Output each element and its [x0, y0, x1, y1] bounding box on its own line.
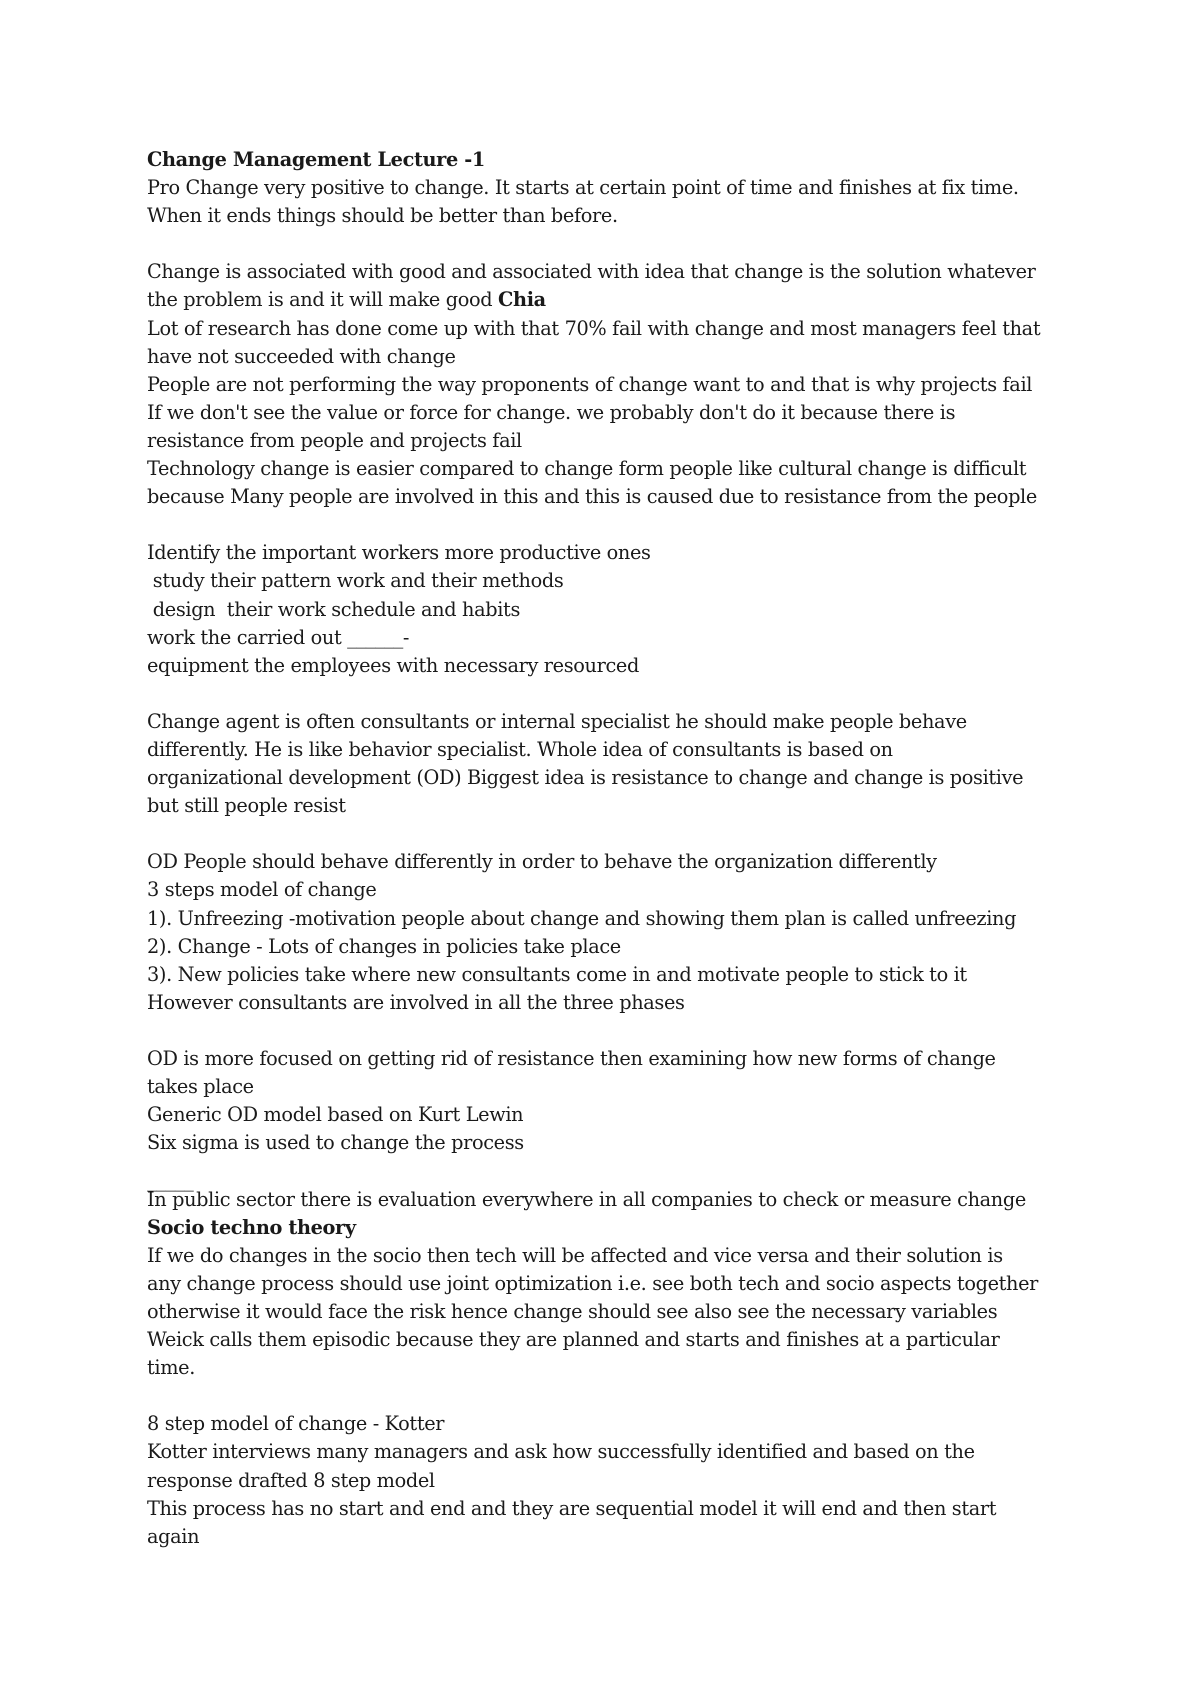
text-line-mixed — [147, 286, 1107, 314]
text-line: However consultants are involved in all the three phases — [147, 990, 685, 1014]
text-line: because Many people are involved in this and this is caused due to resistance from the people — [147, 485, 1037, 509]
text-line: Identify the important workers more productive ones — [147, 541, 651, 565]
underline-marker: _____ — [147, 1169, 194, 1193]
text-line: response drafted 8 step model — [147, 1468, 435, 1492]
text-line: Kotter interviews many managers and ask how successfully identified and based on the — [147, 1440, 975, 1464]
text-line: 3). New policies take where new consultants come in and motivate people to stick to it — [147, 962, 967, 986]
bold-word: Chia — [498, 288, 546, 312]
text-line: Change is associated with good and associated with idea that change is the solution whatever — [147, 260, 1036, 284]
paragraph-gap — [147, 1382, 1107, 1410]
text-line: In public sector there is evaluation everywhere in all companies to check or measure change — [147, 1187, 1026, 1211]
text-line: equipment the employees with necessary resourced — [147, 653, 639, 677]
paragraph-gap — [147, 820, 1107, 848]
text-line: 2). Change - Lots of changes in policies take place — [147, 934, 621, 958]
paragraph-gap — [147, 680, 1107, 708]
text-line: again — [147, 1524, 200, 1548]
text-line: When it ends things should be better than before. — [147, 204, 618, 228]
text-line: Pro Change very positive to change. It starts at certain point of time and finishes at fix time. — [147, 176, 1019, 200]
paragraph-gap — [147, 511, 1107, 539]
text-line: Change agent is often consultants or internal specialist he should make people behave — [147, 709, 967, 733]
text-line: have not succeeded with change — [147, 344, 456, 368]
document-page — [147, 146, 1107, 1551]
text-line: Technology change is easier compared to change form people like cultural change is difficult — [147, 457, 1027, 481]
text-line: time. — [147, 1356, 195, 1380]
text-line: Generic OD model based on Kurt Lewin — [147, 1103, 524, 1127]
paragraph-gap — [147, 1017, 1107, 1045]
text-line: Weick calls them episodic because they are planned and starts and finishes at a particular — [147, 1328, 1000, 1352]
text-line: OD People should behave differently in order to behave the organization differently — [147, 850, 937, 874]
text-line: If we do changes in the socio then tech will be affected and vice versa and their solution is — [147, 1243, 1003, 1267]
text-line: organizational development (OD) Biggest idea is resistance to change and change is positive — [147, 766, 1024, 790]
text-line: any change process should use joint optimization i.e. see both tech and socio aspects together — [147, 1271, 1039, 1295]
text-line: 8 step model of change - Kotter — [147, 1412, 445, 1436]
text-line: If we don't see the value or force for change. we probably don't do it because there is — [147, 400, 956, 424]
text-segment: the problem is and it will make good — [147, 288, 499, 312]
text-line: Six sigma is used to change the process — [147, 1131, 524, 1155]
text-line: People are not performing the way proponents of change want to and that is why projects fail — [147, 372, 1033, 396]
text-line: differently. He is like behavior specialist. Whole idea of consultants is based on — [147, 737, 893, 761]
text-line: 1). Unfreezing -motivation people about change and showing them plan is called unfreezing — [147, 906, 1017, 930]
text-line: Lot of research has done come up with that 70% fail with change and most managers feel that — [147, 316, 1041, 340]
text-line: OD is more focused on getting rid of resistance then examining how new forms of change — [147, 1047, 996, 1070]
paragraph-gap — [147, 230, 1107, 258]
text-line: work the carried out ______- — [147, 625, 410, 649]
text-line: resistance from people and projects fail — [147, 428, 522, 452]
text-line: This process has no start and end and they are sequential model it will end and then start — [147, 1496, 997, 1520]
text-line: otherwise it would face the risk hence change should see also see the necessary variables — [147, 1299, 998, 1323]
text-line: study their pattern work and their methods — [147, 569, 564, 593]
document-title: Change Management Lecture -1 — [147, 148, 485, 171]
text-line: design their work schedule and habits — [147, 597, 520, 621]
text-line: takes place — [147, 1075, 254, 1099]
section-heading: Socio techno theory — [147, 1215, 356, 1239]
text-line: but still people resist — [147, 794, 346, 818]
text-line: 3 steps model of change — [147, 878, 377, 902]
